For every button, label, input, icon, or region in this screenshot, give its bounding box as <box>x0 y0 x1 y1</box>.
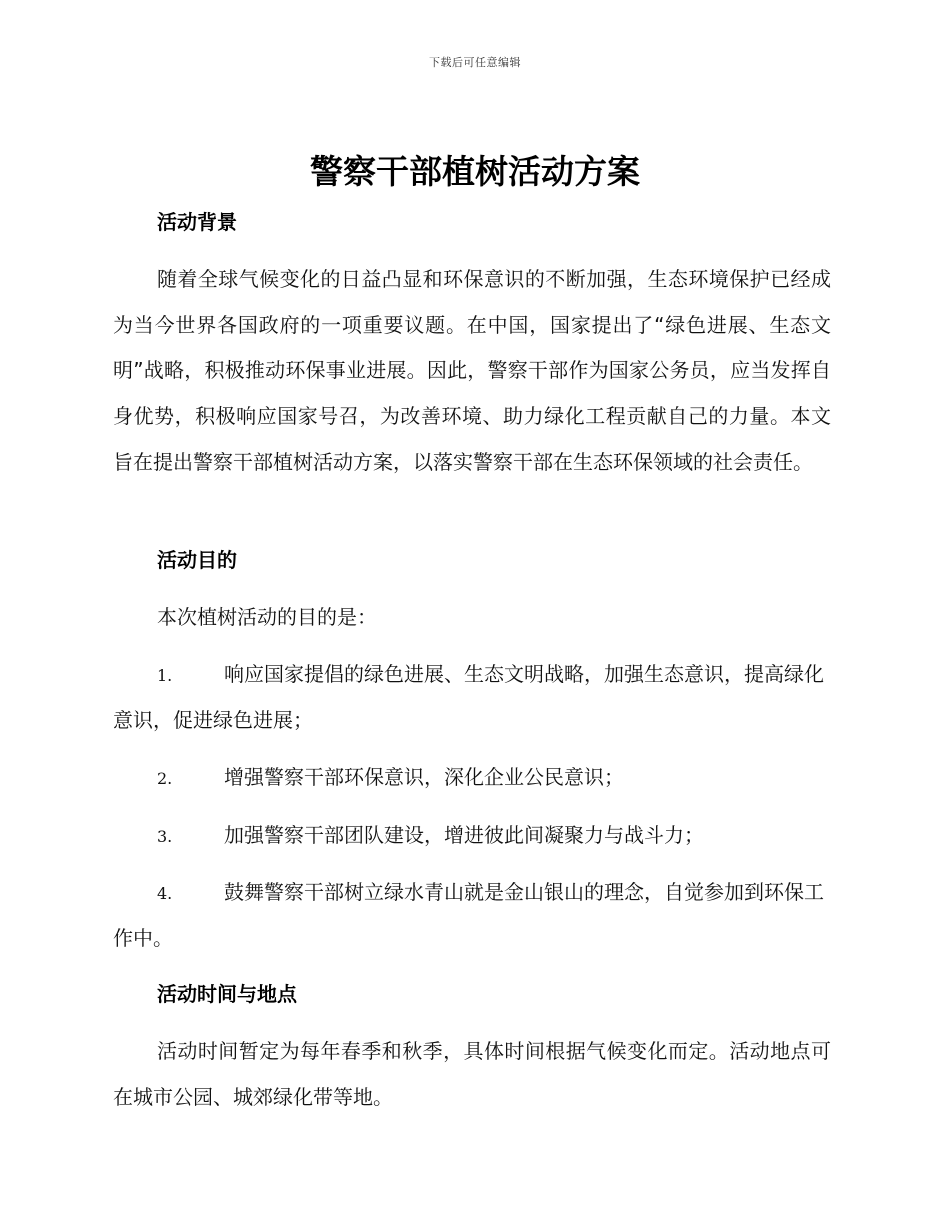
purpose-list-item <box>113 813 831 859</box>
list-item-text: 鼓舞警察干部树立绿水青山就是金山银山的理念，自觉参加到环保工作中。 <box>113 880 824 950</box>
purpose-list-item <box>113 870 831 961</box>
page-header-note: 下载后可任意编辑 <box>429 56 521 69</box>
list-item-number: 1. <box>157 666 173 685</box>
purpose-intro: 本次植树活动的目的是： <box>157 605 377 629</box>
section-heading-background: 活动背景 <box>157 210 237 234</box>
document-title: 警察干部植树活动方案 <box>310 152 640 191</box>
section-heading-purpose: 活动目的 <box>157 548 237 572</box>
list-item-text: 响应国家提倡的绿色进展、生态文明战略，加强生态意识，提高绿化意识，促进绿色进展； <box>113 662 824 732</box>
background-paragraph: 随着全球气候变化的日益凸显和环保意识的不断加强，生态环境保护已经成为当今世界各国政府的一项重要议题。在中国，国家提出了“绿色进展、生态文明”战略，积极推动环保事业进展。因此，警察干部作为国家公务员，应当发挥自身优势，积极响应国家号召，为改善环境、助力绿化工程贡献自己的力量。本文旨在提出警察干部植树活动方案，以落实警察干部在生态环保领域的社会责任。 <box>113 267 831 474</box>
purpose-list-item <box>113 652 831 743</box>
time-place-paragraph: 活动时间暂定为每年春季和秋季，具体时间根据气候变化而定。活动地点可在城市公园、城郊绿化带等地。 <box>113 1039 831 1109</box>
list-item-text: 增强警察干部环保意识，深化企业公民意识； <box>224 765 624 789</box>
list-item-number: 3. <box>157 827 173 846</box>
purpose-list-item <box>113 755 831 801</box>
list-item-text: 加强警察干部团队建设，增进彼此间凝聚力与战斗力； <box>224 823 704 847</box>
list-item-number: 2. <box>157 769 173 788</box>
section-heading-time-place: 活动时间与地点 <box>157 982 297 1006</box>
list-item-number: 4. <box>157 884 173 903</box>
